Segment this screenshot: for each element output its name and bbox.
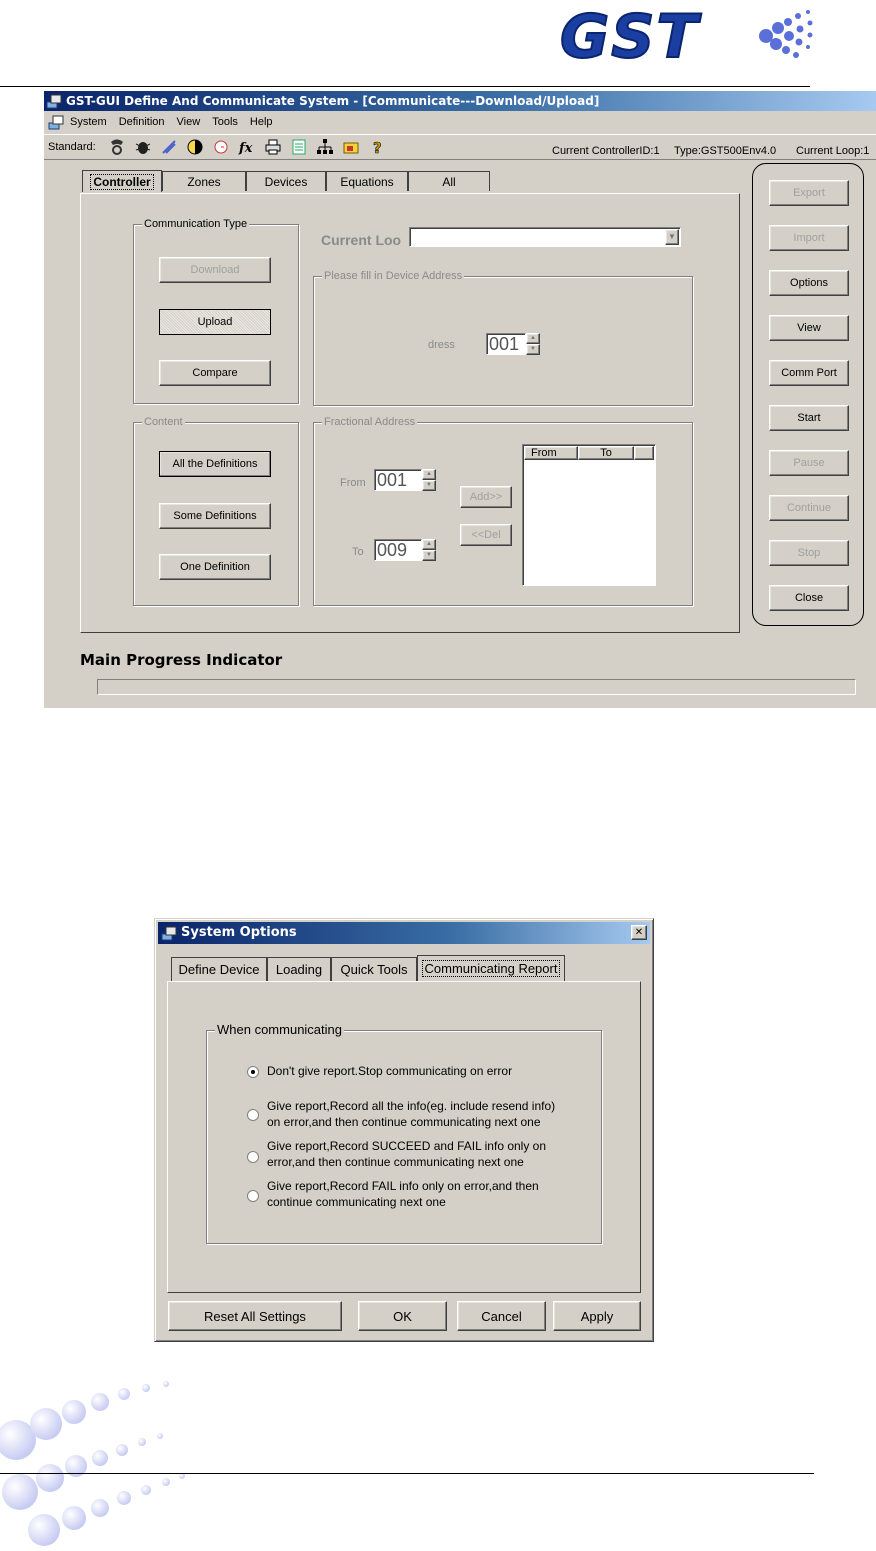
spin-up-icon[interactable]: ▲ bbox=[422, 539, 436, 550]
to-value[interactable]: 009 bbox=[374, 539, 422, 561]
tab-communicating-report[interactable] bbox=[417, 955, 565, 981]
tab-zones[interactable] bbox=[162, 171, 246, 191]
report-option-line: error,and then continue communicating next one bbox=[267, 1155, 524, 1169]
stop-button-label: Stop bbox=[797, 547, 821, 559]
report-option-radio[interactable] bbox=[247, 1066, 259, 1078]
list-header bbox=[524, 446, 654, 460]
tab-define-device-label: Define Device bbox=[178, 962, 260, 977]
tab-page-controller bbox=[80, 193, 740, 633]
report-option-line: on error,and then continue communicating next one bbox=[267, 1115, 541, 1129]
list-header-to[interactable]: To bbox=[578, 446, 634, 460]
menu-definition[interactable]: Definition bbox=[118, 116, 165, 128]
add-button-label: Add>> bbox=[469, 491, 503, 503]
apply-button[interactable] bbox=[553, 1301, 641, 1331]
spin-down-icon[interactable]: ▼ bbox=[422, 480, 436, 491]
status-loop: Current Loop:1 bbox=[796, 145, 870, 157]
main-window bbox=[44, 91, 876, 708]
device-address-spinner[interactable] bbox=[486, 333, 540, 355]
view-button[interactable] bbox=[769, 315, 849, 341]
gst-logo-text: GST bbox=[560, 2, 700, 72]
ok-button-label: OK bbox=[393, 1308, 412, 1324]
reset-all-settings-label: Reset All Settings bbox=[204, 1308, 306, 1324]
tab-all-label: All bbox=[442, 174, 456, 189]
list-header-filler bbox=[634, 446, 654, 460]
help-icon[interactable] bbox=[368, 138, 386, 156]
device-address-label: Please fill in Device Address bbox=[324, 270, 463, 282]
start-button-label: Start bbox=[797, 412, 821, 424]
download-button-label: Download bbox=[190, 264, 240, 276]
all-definitions-label: All the Definitions bbox=[172, 458, 258, 470]
ok-button[interactable] bbox=[358, 1301, 447, 1331]
address-range-list[interactable] bbox=[522, 444, 656, 586]
dialog-title-bar bbox=[158, 922, 650, 944]
when-communicating-label: When communicating bbox=[217, 1022, 342, 1037]
cancel-button[interactable] bbox=[457, 1301, 546, 1331]
comm-port-button[interactable] bbox=[769, 360, 849, 386]
tab-communicating-report-label: Communicating Report bbox=[422, 960, 561, 977]
reset-all-settings-button[interactable] bbox=[168, 1301, 342, 1331]
chevron-down-icon[interactable]: ▼ bbox=[665, 229, 679, 245]
current-loop-select[interactable] bbox=[409, 227, 681, 247]
report-option-line: Give report,Record SUCCEED and FAIL info only on bbox=[267, 1139, 547, 1153]
footer-rule bbox=[0, 1473, 814, 1474]
folder-icon[interactable] bbox=[342, 138, 360, 156]
header-rule bbox=[0, 86, 810, 87]
window-title: GST-GUI Define And Communicate System - [Communicate---Download/Upload] bbox=[66, 94, 600, 108]
options-button[interactable] bbox=[769, 270, 849, 296]
status-type: Type:GST500Env4.0 bbox=[674, 145, 777, 157]
progress-label: Main Progress Indicator bbox=[80, 651, 283, 669]
bubbles-decoration-icon bbox=[0, 1380, 200, 1551]
compare-button-label: Compare bbox=[192, 367, 238, 379]
del-button-label: <<Del bbox=[471, 529, 501, 541]
upload-button[interactable] bbox=[159, 309, 271, 335]
spin-up-icon[interactable]: ▲ bbox=[526, 333, 540, 344]
some-definitions-button[interactable] bbox=[159, 503, 271, 529]
import-button[interactable] bbox=[769, 225, 849, 251]
tab-zones-label: Zones bbox=[187, 174, 221, 189]
toolbar bbox=[44, 134, 876, 160]
phone-icon[interactable] bbox=[108, 138, 126, 156]
cancel-button-label: Cancel bbox=[481, 1308, 522, 1324]
toolbar-icons bbox=[108, 138, 386, 156]
device-address-value[interactable]: 001 bbox=[486, 333, 526, 355]
menu-view[interactable]: View bbox=[176, 116, 201, 128]
tab-loading-label: Loading bbox=[275, 962, 323, 977]
communication-type-label: Communication Type bbox=[144, 218, 248, 230]
device-address-field-label: dress bbox=[428, 339, 455, 351]
add-button[interactable] bbox=[460, 486, 512, 508]
communicating-report-page bbox=[167, 981, 641, 1293]
menu-bar bbox=[44, 112, 876, 132]
stop-button[interactable] bbox=[769, 540, 849, 566]
system-options-dialog bbox=[154, 918, 654, 1342]
spin-down-icon[interactable]: ▼ bbox=[422, 550, 436, 561]
tree-icon[interactable] bbox=[316, 138, 334, 156]
close-button-label: Close bbox=[794, 592, 824, 604]
fx-icon[interactable] bbox=[238, 138, 256, 156]
menu-items bbox=[70, 116, 273, 128]
menu-help[interactable]: Help bbox=[249, 116, 273, 128]
all-definitions-button[interactable] bbox=[159, 451, 271, 477]
status-controller: Current ControllerID:1 bbox=[552, 145, 660, 157]
to-spinner[interactable] bbox=[374, 539, 436, 561]
tab-define-device[interactable] bbox=[171, 957, 267, 981]
pause-button-label: Pause bbox=[793, 457, 825, 469]
tab-quick-tools[interactable] bbox=[331, 957, 417, 981]
continue-button-label: Continue bbox=[786, 502, 832, 514]
content-label: Content bbox=[144, 416, 183, 428]
spin-up-icon[interactable]: ▲ bbox=[422, 469, 436, 480]
gst-logo bbox=[560, 0, 820, 70]
report-option-line: continue communicating next one bbox=[267, 1195, 446, 1209]
from-value[interactable]: 001 bbox=[374, 469, 422, 491]
communication-type-group bbox=[133, 218, 299, 404]
report-option-line: Give report,Record all the info(eg. include resend info) bbox=[267, 1099, 556, 1113]
dialog-app-icon bbox=[161, 925, 177, 941]
import-button-label: Import bbox=[793, 232, 825, 244]
toolbar-label: Standard: bbox=[48, 141, 96, 153]
compare-button[interactable] bbox=[159, 360, 271, 386]
close-glyph: ✕ bbox=[634, 927, 644, 938]
dialog-title: System Options bbox=[181, 925, 297, 940]
device-address-group bbox=[313, 270, 693, 406]
one-definition-button[interactable] bbox=[159, 554, 271, 580]
from-spinner[interactable] bbox=[374, 469, 436, 491]
report-option-radio[interactable] bbox=[247, 1190, 259, 1202]
upload-button-label: Upload bbox=[197, 316, 233, 328]
spin-down-icon[interactable]: ▼ bbox=[526, 344, 540, 355]
view-button-label: View bbox=[797, 322, 821, 334]
some-definitions-label: Some Definitions bbox=[173, 510, 257, 522]
close-button[interactable] bbox=[769, 585, 849, 611]
tab-quick-tools-label: Quick Tools bbox=[340, 962, 408, 977]
apply-button-label: Apply bbox=[580, 1308, 614, 1324]
tab-loading[interactable] bbox=[267, 957, 331, 981]
options-button-label: Options bbox=[790, 277, 828, 289]
when-communicating-group bbox=[206, 1022, 602, 1244]
from-label: From bbox=[340, 477, 366, 489]
close-icon[interactable] bbox=[631, 925, 647, 940]
client-area bbox=[44, 161, 876, 708]
svg-text:fx: fx bbox=[239, 141, 253, 156]
export-button[interactable] bbox=[769, 180, 849, 206]
current-loop-label: Current Loo bbox=[321, 232, 402, 248]
main-progress-bar bbox=[97, 679, 856, 695]
action-panel bbox=[752, 163, 864, 626]
tab-devices-label: Devices bbox=[264, 174, 308, 189]
menu-tools[interactable]: Tools bbox=[212, 116, 238, 128]
document-icon[interactable] bbox=[290, 138, 308, 156]
export-button-label: Export bbox=[793, 187, 825, 199]
tab-all[interactable] bbox=[408, 171, 490, 191]
report-option-line: Give report,Record FAIL info only on error,and then bbox=[267, 1179, 539, 1193]
report-option-radio[interactable] bbox=[247, 1109, 259, 1121]
report-option-radio[interactable] bbox=[247, 1151, 259, 1163]
app-icon bbox=[46, 93, 62, 109]
main-tabs bbox=[82, 171, 742, 193]
fractional-address-label: Fractional Address bbox=[324, 416, 416, 428]
one-definition-label: One Definition bbox=[180, 561, 250, 573]
del-button[interactable] bbox=[460, 524, 512, 546]
dialog-tabs bbox=[171, 957, 591, 981]
start-button[interactable] bbox=[769, 405, 849, 431]
continue-button[interactable] bbox=[769, 495, 849, 521]
pause-button[interactable] bbox=[769, 450, 849, 476]
to-label: To bbox=[352, 546, 364, 558]
bug-icon[interactable] bbox=[134, 138, 152, 156]
svg-text:?: ? bbox=[373, 139, 382, 156]
tab-controller[interactable] bbox=[82, 170, 162, 192]
timer-icon[interactable] bbox=[212, 138, 230, 156]
tab-equations-label: Equations bbox=[340, 174, 394, 189]
content-group bbox=[133, 416, 299, 606]
report-option-line: Don't give report.Stop communicating on error bbox=[267, 1064, 513, 1078]
tab-controller-label: Controller bbox=[90, 174, 153, 190]
menu-system[interactable]: System bbox=[70, 116, 107, 128]
comm-port-button-label: Comm Port bbox=[781, 367, 837, 379]
tab-equations[interactable] bbox=[326, 171, 408, 191]
fractional-address-group bbox=[313, 416, 693, 606]
contrast-icon[interactable] bbox=[186, 138, 204, 156]
download-button[interactable] bbox=[159, 257, 271, 283]
title-bar bbox=[44, 91, 876, 111]
list-header-from[interactable]: From bbox=[524, 446, 578, 460]
printer-icon[interactable] bbox=[264, 138, 282, 156]
bubbles-icon bbox=[752, 4, 816, 64]
link-icon[interactable] bbox=[160, 138, 178, 156]
tab-devices[interactable] bbox=[246, 171, 326, 191]
menu-doc-icon bbox=[48, 114, 64, 130]
